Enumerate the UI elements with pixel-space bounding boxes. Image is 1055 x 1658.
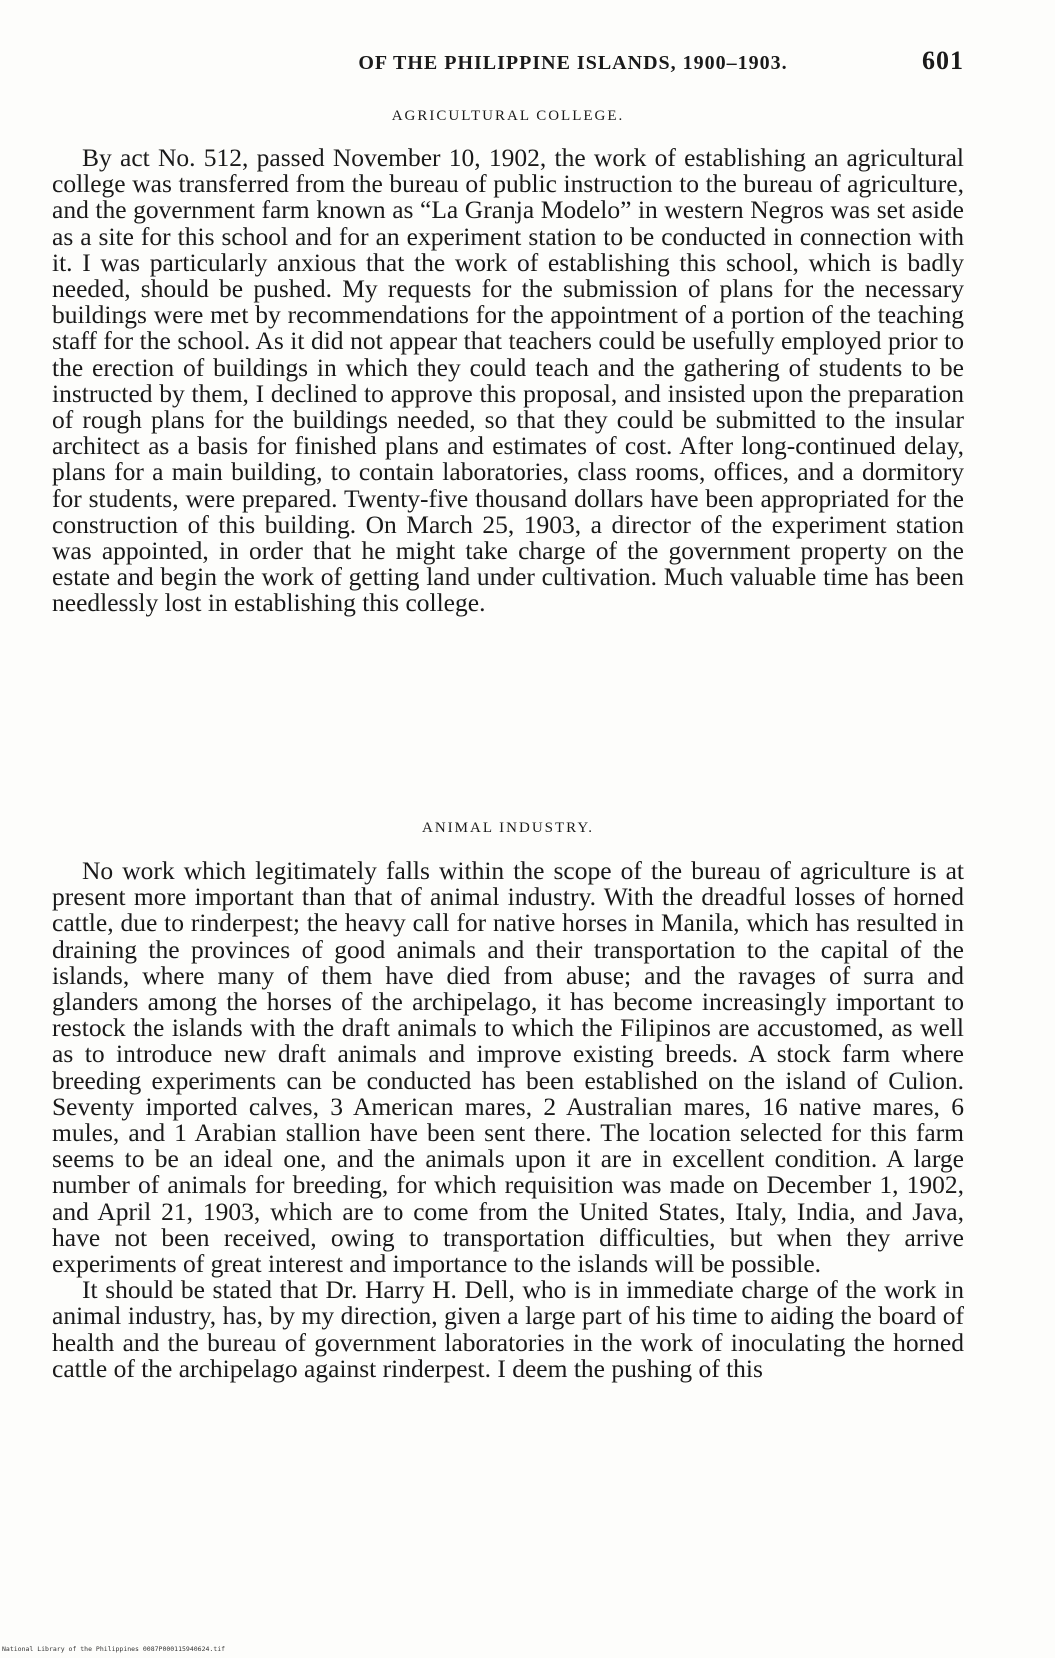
section-body-animal-industry <box>52 858 964 1382</box>
section-heading-agricultural-college: AGRICULTURAL COLLEGE. <box>391 108 625 124</box>
paragraph: No work which legitimately falls within the scope of the bureau of agriculture is at present more important than that of animal industry. With the dreadful losses of horned cattle, due to rinderpest; the heavy call for native horses in Manila, which has resulted in draining the provinces of good animals and their transportation to the capital of the islands, where many of them have died from abuse; and the ravages of surra and glanders among the horses of the archipelago, it has become increasingly important to restock the islands with the draft animals to which the Filipinos are accustomed, as well as to introduce new draft animals and improve existing breeds. A stock farm where breeding experiments can be conducted has been established on the island of Culion. Seventy imported calves, 3 American mares, 2 Australian mares, 16 native mares, 6 mules, and 1 Arabian stallion have been sent there. The location selected for this farm seems to be an ideal one, and the animals upon it are in excellent condition. A large number of animals for breeding, for which requisition was made on December 1, 1902, and April 21, 1903, which are to come from the United States, Italy, India, and Java, have not been received, owing to transportation difficulties, but when they arrive experiments of great interest and importance to the islands will be possible. <box>52 856 964 1279</box>
running-head <box>52 46 964 80</box>
section-body-agricultural-college <box>52 145 964 617</box>
section-heading-animal-industry: ANIMAL INDUSTRY. <box>421 820 594 836</box>
scan-credit: National Library of the Philippines 0087P000115940624.tif <box>2 1645 226 1653</box>
paragraph: It should be stated that Dr. Harry H. Dell, who is in immediate charge of the work in animal industry, has, by my direction, given a large part of his time to aiding the board of health and the bureau of government laboratories in the work of inoculating the horned cattle of the archipelago against rinderpest. I deem the pushing of this <box>52 1275 964 1383</box>
page-number: 601 <box>922 46 964 75</box>
paragraph: By act No. 512, passed November 10, 1902, the work of establishing an agricultural college was transferred from the bureau of public instruction to the bureau of agriculture, and the government farm known as “La Granja Modelo” in western Negros was set aside as a site for this school and for an experiment station to be conducted in connection with it. I was particularly anxious that the work of establishing this school, which is badly needed, should be pushed. My requests for the submission of plans for the necessary buildings were met by recommendations for the appointment of a portion of the teaching staff for the school. As it did not appear that teachers could be usefully employed prior to the erection of buildings in which they could teach and the gathering of students to be instructed by them, I declined to approve this proposal, and insisted upon the preparation of rough plans for the buildings needed, so that they could be submitted to the insular architect as a basis for finished plans and estimates of cost. After long-continued delay, plans for a main building, to contain laboratories, class rooms, offices, and a dormitory for students, were prepared. Twenty-five thousand dollars have been appropriated for the construction of this building. On March 25, 1903, a director of the experiment station was appointed, in order that he might take charge of the government property on the estate and begin the work of getting land under cultivation. Much valuable time has been needlessly lost in establishing this college. <box>52 143 964 618</box>
running-title: OF THE PHILIPPINE ISLANDS, 1900–1903. <box>358 52 788 74</box>
